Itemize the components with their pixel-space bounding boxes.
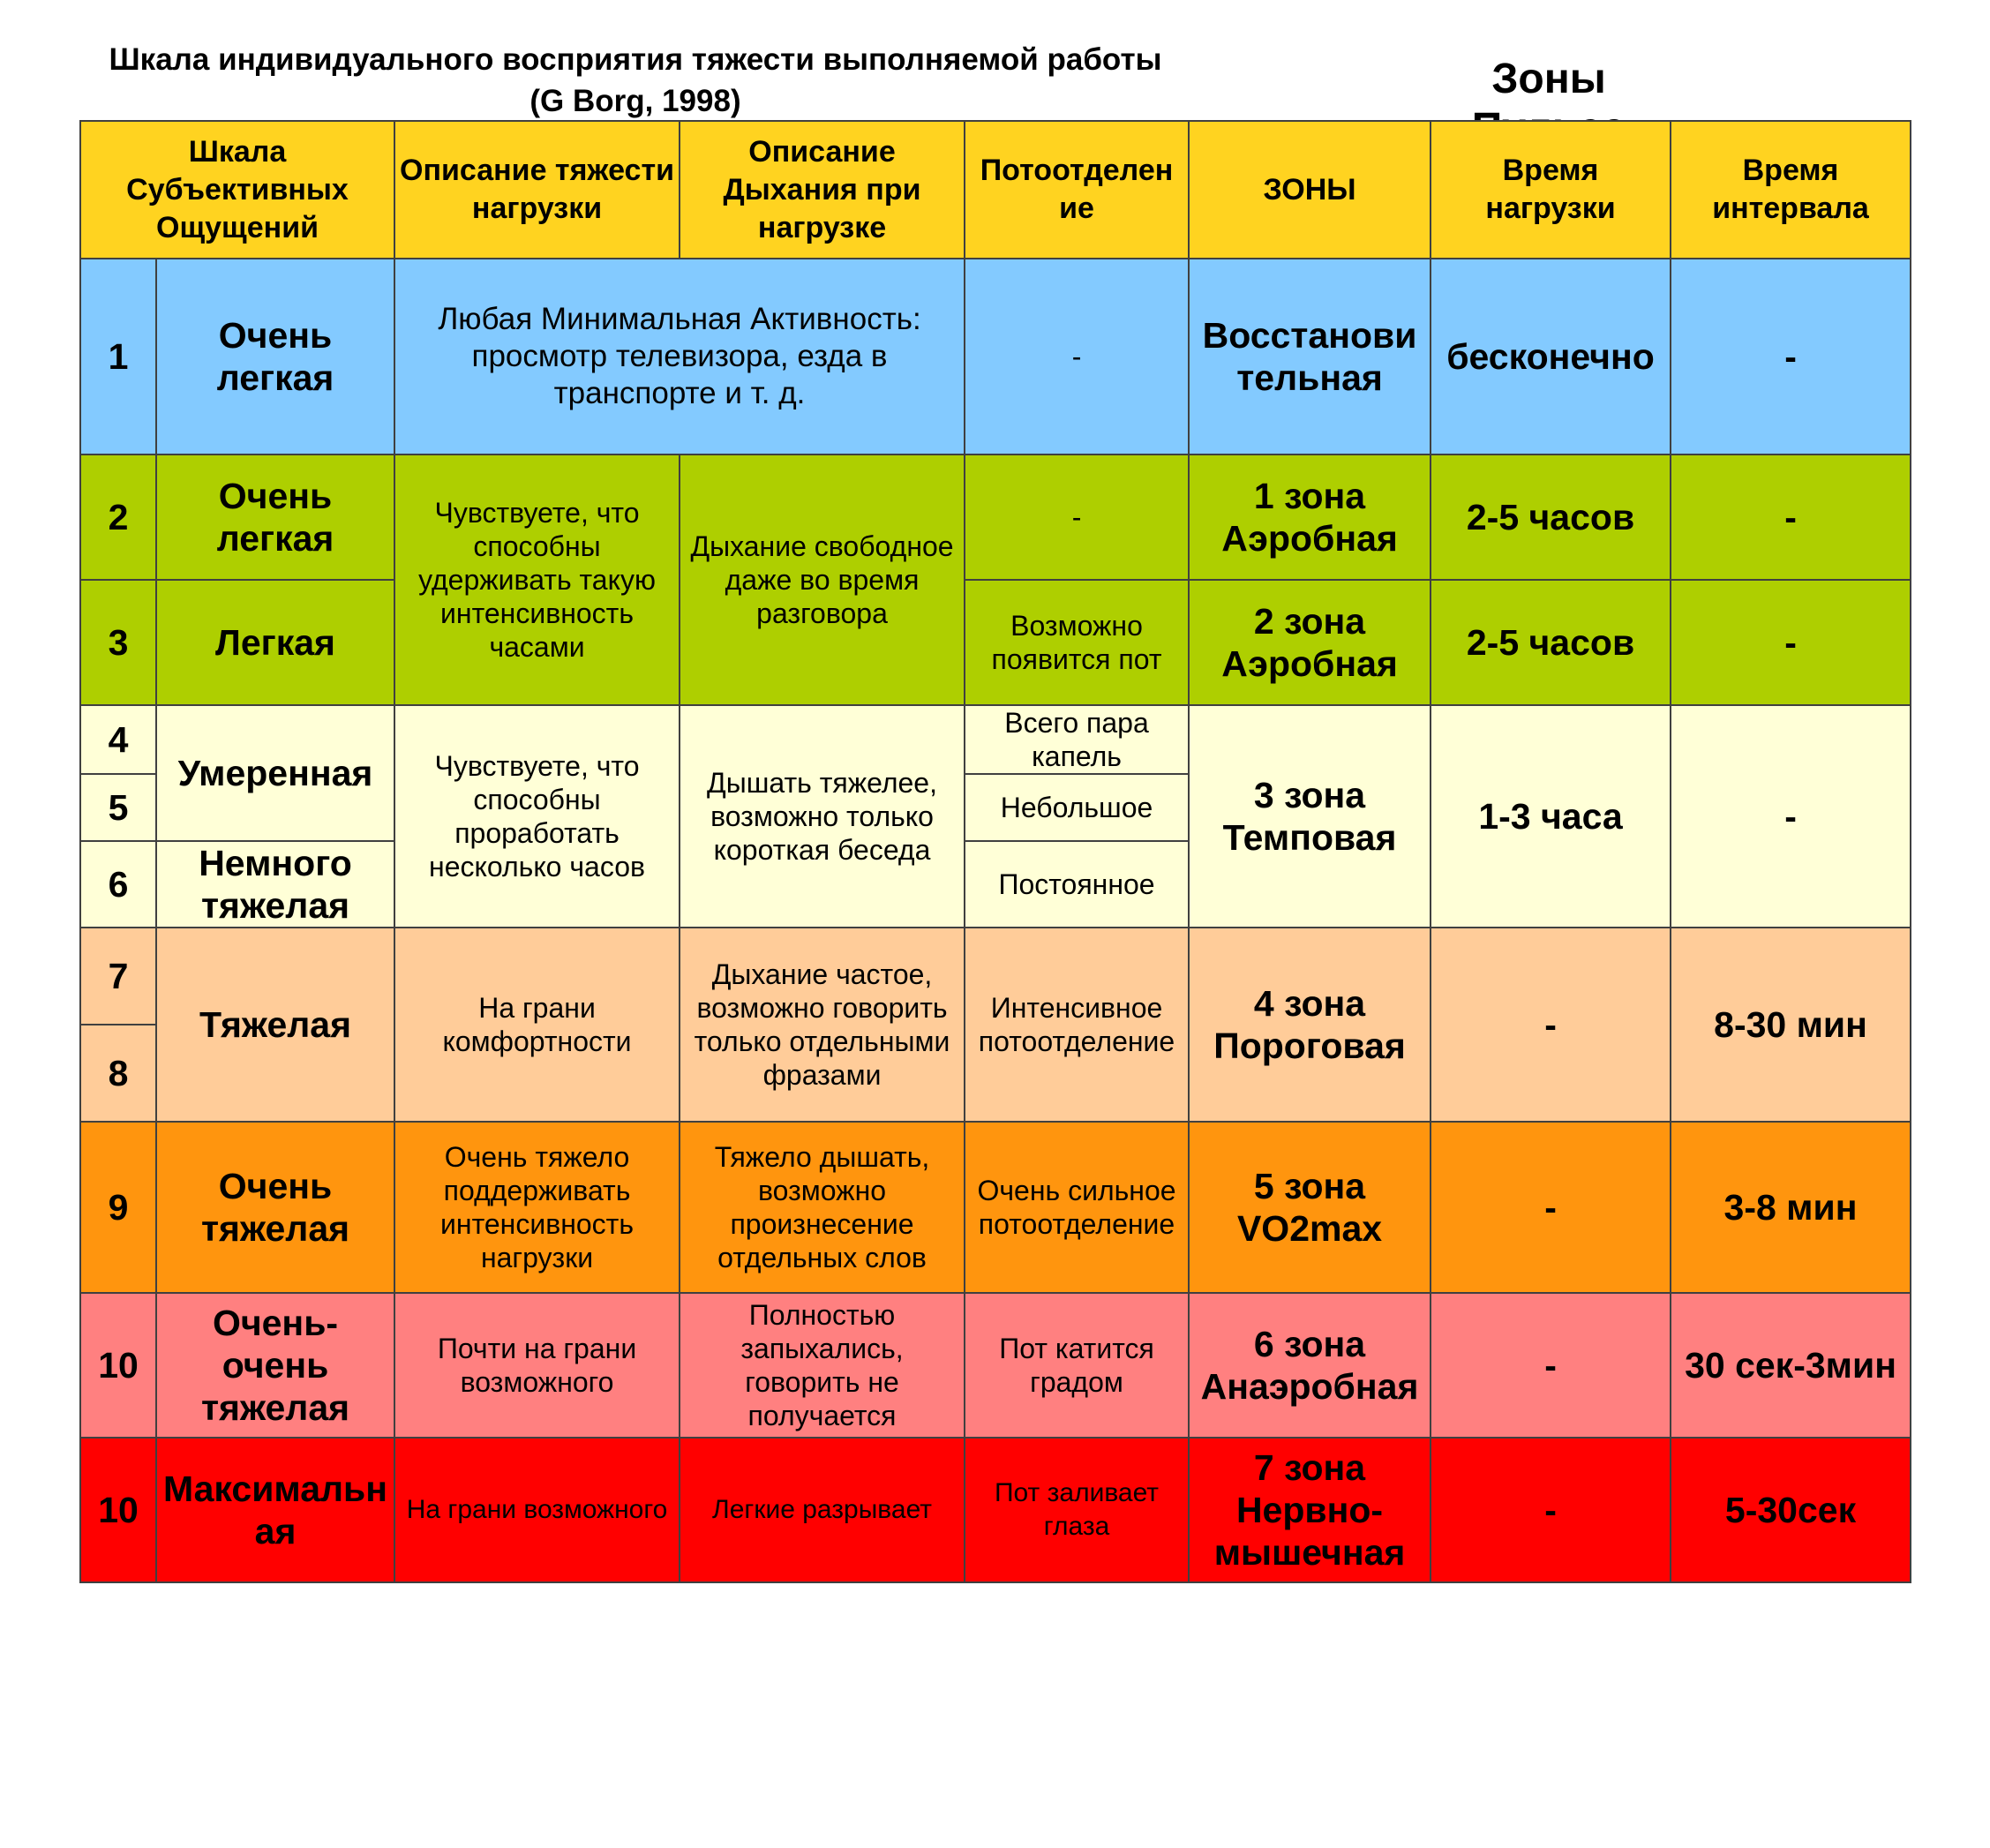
sweat-cell: Очень сильное потоотделение [965,1122,1189,1293]
load-time-cell: - [1431,1293,1671,1438]
interval-time-cell: - [1671,259,1911,454]
table-row [80,1438,1911,1582]
sweat-cell: - [965,454,1189,580]
interval-time-cell: - [1671,580,1911,705]
load-time-cell: 1-3 часа [1431,705,1671,928]
header-breath-desc: Описание Дыхания при нагрузке [680,121,965,259]
zone-cell: 1 зона Аэробная [1189,454,1431,580]
sweat-cell: Пот заливает глаза [965,1438,1189,1582]
header-load-desc: Описание тяжести нагрузки [394,121,680,259]
breath-description: Тяжело дышать, возможно произнесение отдельных слов [680,1122,965,1293]
header-zones: ЗОНЫ [1189,121,1431,259]
scale-number: 3 [80,580,156,705]
feeling-label: Очень легкая [156,454,394,580]
pulse-zones-title: Зоны [1491,56,1606,102]
sweat-cell: - [965,259,1189,454]
header-interval-time: Время интервала [1671,121,1911,259]
load-time-cell: 2-5 часов [1431,454,1671,580]
interval-time-cell: 30 сек-3мин [1671,1293,1911,1438]
table-row [80,580,1911,705]
interval-time-cell: 8-30 мин [1671,928,1911,1122]
activity-description: Любая Минимальная Активность: просмотр телевизора, езда в транспорте и т. д. [394,259,965,454]
scale-number: 6 [80,841,156,928]
feeling-label: Тяжелая [156,928,394,1122]
scale-number: 9 [80,1122,156,1293]
breath-description: Полностью запыхались, говорить не получается [680,1293,965,1438]
load-description: На грани комфортности [394,928,680,1122]
sweat-cell: Возможно появится пот [965,580,1189,705]
interval-time-cell: 3-8 мин [1671,1122,1911,1293]
scale-number: 10 [80,1293,156,1438]
feeling-label: Очень легкая [156,259,394,454]
feeling-label: Очень-очень тяжелая [156,1293,394,1438]
scale-number: 7 [80,928,156,1025]
breath-description: Дышать тяжелее, возможно только короткая беседа [680,705,965,928]
zone-cell: 5 зона VO2max [1189,1122,1431,1293]
feeling-label: Легкая [156,580,394,705]
sweat-cell: Небольшое [965,774,1189,841]
borg-scale-table [79,120,1911,1583]
load-description: Очень тяжело поддерживать интенсивность нагрузки [394,1122,680,1293]
load-time-cell: - [1431,1122,1671,1293]
breath-description: Дыхание частое, возможно говорить только отдельными фразами [680,928,965,1122]
header-sweat: Потоотделен ие [965,121,1189,259]
feeling-label: Умеренная [156,705,394,841]
header-row [80,121,1911,259]
scale-number: 2 [80,454,156,580]
header-scale: Шкала Субъективных Ощущений [80,121,394,259]
zone-cell: 3 зона Темповая [1189,705,1431,928]
load-time-cell: - [1431,928,1671,1122]
zone-cell: 4 зона Пороговая [1189,928,1431,1122]
load-time-cell: бесконечно [1431,259,1671,454]
sweat-cell: Интенсивное потоотделение [965,928,1189,1122]
scale-number: 8 [80,1025,156,1122]
scale-number: 10 [80,1438,156,1582]
interval-time-cell: 5-30сек [1671,1438,1911,1582]
load-time-cell: - [1431,1438,1671,1582]
table-row [80,259,1911,454]
load-description: Чувствуете, что способны проработать несколько часов [394,705,680,928]
feeling-label: Немного тяжелая [156,841,394,928]
zone-cell: Восстанови тельная [1189,259,1431,454]
table-row [80,1293,1911,1438]
load-time-cell: 2-5 часов [1431,580,1671,705]
interval-time-cell: - [1671,705,1911,928]
table-row [80,705,1911,774]
scale-number: 4 [80,705,156,774]
load-description: На грани возможного [394,1438,680,1582]
scale-number: 5 [80,774,156,841]
table-row [80,454,1911,580]
interval-time-cell: - [1671,454,1911,580]
load-description: Почти на грани возможного [394,1293,680,1438]
feeling-label: Максимальн ая [156,1438,394,1582]
breath-description: Легкие разрывает [680,1438,965,1582]
header-load-time: Время нагрузки [1431,121,1671,259]
feeling-label: Очень тяжелая [156,1122,394,1293]
zone-cell: 2 зона Аэробная [1189,580,1431,705]
zone-cell: 7 зона Нервно-мышечная [1189,1438,1431,1582]
zone-cell: 6 зона Анаэробная [1189,1293,1431,1438]
table-row [80,928,1911,1025]
scale-number: 1 [80,259,156,454]
sweat-cell: Постоянное [965,841,1189,928]
document-title: Шкала индивидуального восприятия тяжести выполняемой работы (G Borg, 1998) [109,42,1162,118]
breath-description: Дыхание свободное даже во время разговора [680,454,965,705]
table-row [80,1122,1911,1293]
sweat-cell: Всего пара капель [965,705,1189,774]
load-description: Чувствуете, что способны удерживать такую интенсивность часами [394,454,680,705]
sweat-cell: Пот катится градом [965,1293,1189,1438]
